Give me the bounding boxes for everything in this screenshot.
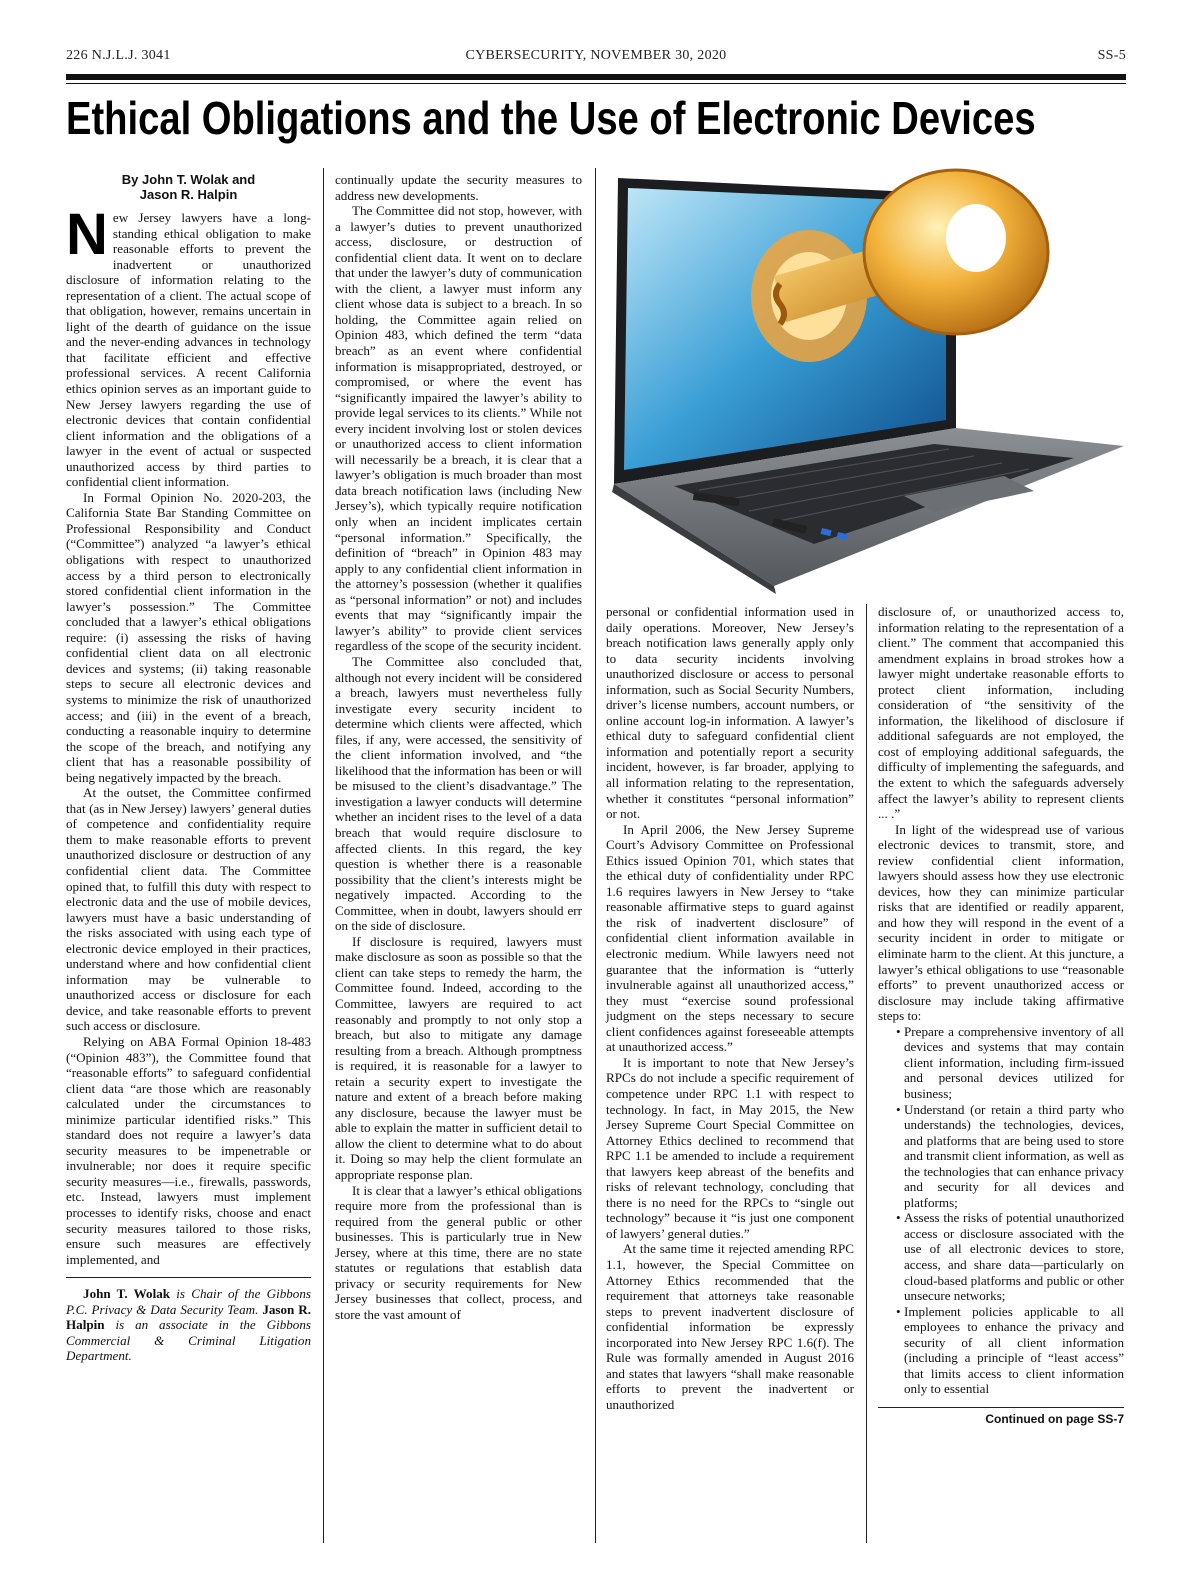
continued-link[interactable]: Continued on page SS-7 [985, 1411, 1124, 1426]
drop-cap: N [66, 202, 108, 267]
paragraph: In Formal Opinion No. 2020-203, the California State Bar Standing Committee on Professional Responsibility and Conduct (“Committee”) analyzed “a lawyer’s ethical obligations with respect to unauthorized access by a third person to electronically stored confidential client information in the lawyer’s possession.” The Committee concluded that a lawyer’s ethical obligations require: (i) assessing the risks of having confidential client data on all electronic devices and systems; (ii) taking reasonable steps to secure all electronic devices and systems to minimize the risk of unauthorized access; and (iii) in the event of a breach, conducting a reasonable inquiry to determine the scope of the breach, and notifying any client that has a reasonable possibility of being negatively impacted by the breach. [66, 489, 311, 785]
paragraph: At the outset, the Committee confirmed that (as in New Jersey) lawyers’ general duties of competence and confidentiality require them to make reasonable efforts to prevent unauthorized disclosure or destruction of any confidential client data. The Committee opined that, to fulfill this duty with respect to electronic data and the use of mobile devices, lawyers must have a basic understanding of the risks associated with using each type of electronic device employed in their practices, understand where and how confidential client information may be vulnerable to unauthorized access or disclosure for each device, and take reasonable efforts to prevent such access or disclosure. [66, 785, 311, 1034]
bio-divider [66, 1277, 311, 1278]
column-2 [335, 172, 582, 1322]
paragraph: It is important to note that New Jersey’s RPCs do not include a specific requirement of competence under RPC 1.1 with respect to technology. In fact, in May 2015, the New Jersey Supreme Court Special Committee on Attorney Ethics declined to recommend that RPC 1.1 be amended to include a requirement that lawyers keep abreast of the benefits and risks of relevant technology, concluding that there is no need for the RPCs to “single out technology” because it “is just one component of lawyers’ general duties.” [606, 1054, 854, 1241]
bio-text: is Chair of the Gibbons P.C. Privacy & Data Security Team. [66, 1286, 311, 1317]
paragraph: If disclosure is required, lawyers must make disclosure as soon as possible so that the client can take steps to remedy the harm, the Committee found. Indeed, according to the Committee, lawyers are required to act reasonably and promptly to not only stop a breach, but also to mitigate any damage resulting from a breach. Although promptness is required, it is reasonable for a lawyer to retain a security expert to investigate the nature and extent of a breach before making any disclosure, because the lawyer must be able to explain the matter in sufficient detail to allow the client to determine what to do about it. Doing so may help the client formulate an appropriate response plan. [335, 933, 582, 1182]
column-4 [878, 604, 1124, 1427]
header-rule-thick [66, 74, 1126, 80]
list-item: • Prepare a comprehensive inventory of all devices and systems that may contain client information, including firm-issued and personal devices utilized for business; [878, 1024, 1124, 1102]
laptop-key-illustration [604, 166, 1128, 596]
header-rule-thin [66, 83, 1126, 84]
paragraph-text: ew Jersey lawyers have a long-standing ethical obligation to make reasonable efforts to prevent the inadvertent or unauthorized disclosure of information relating to the representation of a client. The actual scope of that obligation, however, remains uncertain in light of the dearth of guidance on the issue and the never-ending advances in technology that facilitate efficient and effective professional services. A recent California ethics opinion serves as an important guide to New Jersey lawyers regarding the use of electronic devices that contain confidential client information and the obligations of a lawyer in the event of actual or suspected unauthorized access by third parties to confidential client information. [66, 210, 311, 490]
paragraph [66, 202, 311, 490]
column-divider [595, 168, 596, 1543]
paragraph: In light of the widespread use of various electronic devices to transmit, store, and review confidential client information, lawyers should assess how they use electronic devices, how they can minimize particular risks that are identified or readily apparent, and how they will respond in the event of a security incident in order to mitigate or eliminate harm to the client. At this juncture, a lawyer’s ethical obligations to use “reasonable efforts” to prevent unauthorized access or disclosure may include taking affirmative steps to: [878, 821, 1124, 1024]
paragraph: Relying on ABA Formal Opinion 18-483 (“Opinion 483”), the Committee found that “reasonable efforts” to safeguard confidential client data “are those which are reasonably calculated under the circumstances to minimize particular identified risks.” This standard does not require a lawyer’s data security measures to be impenetrable or invulnerable; nor does it require specific security measures—i.e., firewalls, passwords, etc. Instead, lawyers must implement processes to identify risks, choose and enact security measures tailored to those risks, ensure such measures are effectively implemented, and [66, 1033, 311, 1267]
bullet-list [878, 1024, 1124, 1397]
section-date: CYBERSECURITY, NOVEMBER 30, 2020 [465, 48, 727, 63]
author-name: John T. Wolak [83, 1286, 171, 1302]
column-divider [323, 168, 324, 1543]
paragraph: The Committee also concluded that, although not every incident will be considered a breach, lawyers must nevertheless fully investigate every security incident to determine which clients were affected, which files, if any, were accessed, the sensitivity of the client information involved, and “the likelihood that the information has been or will be misused to the client’s disadvantage.” The investigation a lawyer conducts will determine whether an incident rises to the level of a data breach that would require disclosure to affected clients. In this regard, the key question is whether there is a reasonable possibility that the client’s interests might be negatively impacted. According to the Committee, when in doubt, lawyers should err on the side of disclosure. [335, 653, 582, 934]
column-1 [66, 172, 311, 1364]
byline-line-1: By John T. Wolak and [121, 172, 256, 187]
list-item: • Assess the risks of potential unauthorized access or disclosure associated with the use of all electronic devices to store, access, and share data—particularly on cloud-based platforms and public or other unsecure networks; [878, 1210, 1124, 1303]
page-citation: 226 N.J.L.J. 3041 [66, 48, 171, 63]
paragraph: It is clear that a lawyer’s ethical obligations require more from the professional than is required from the general public or other businesses. This is particularly true in New Jersey, where at this time, there are no state statutes or regulations that establish data privacy or security requirements for New Jersey businesses that collect, process, and store the vast amount of [335, 1182, 582, 1322]
running-header [66, 48, 1126, 68]
paragraph: In April 2006, the New Jersey Supreme Court’s Advisory Committee on Professional Ethics issued Opinion 701, which states that the ethical duty of confidentiality under RPC 1.6 requires lawyers in New Jersey to “take reasonable affirmative steps to guard against the risk of inadvertent disclosure” of confidential client information available in electronic medium. While lawyers need not guarantee that the information is “utterly invulnerable against all unauthorized access,” they must “exercise sound professional judgment on the steps necessary to secure client confidences against foreseeable attempts at unauthorized access.” [606, 821, 854, 1055]
author-name: Jason R. Halpin [66, 1301, 311, 1333]
paragraph: continually update the security measures to address new developments. [335, 172, 582, 203]
page-number: SS-5 [1097, 48, 1126, 63]
paragraph: At the same time it rejected amending RPC 1.1, however, the Special Committee on Attorney Ethics recommended that the requirement that attorneys take reasonable steps to prevent inadvertent disclosure of confidential information be expressly incorporated into New Jersey RPC 1.6(f). The Rule was formally amended in August 2016 and states that lawyers “shall make reasonable efforts to prevent the inadvertent or unauthorized [606, 1241, 854, 1412]
paragraph: personal or confidential information used in daily operations. Moreover, New Jersey’s breach notification laws generally apply only to data security incidents involving unauthorized disclosure or access to personal information, such as Social Security Numbers, driver’s license numbers, account numbers, or online account log-in information. A lawyer’s ethical duty to safeguard confidential client information and potentially report a security incident, however, is far broader, applying to all information relating to the representation, whether it constitutes “personal information” or not. [606, 604, 854, 822]
author-bio [66, 1286, 311, 1364]
column-3 [606, 604, 854, 1412]
byline-line-2: Jason R. Halpin [139, 187, 238, 202]
article-headline: Ethical Obligations and the Use of Electronic Devices [66, 92, 1036, 144]
paragraph: The Committee did not stop, however, with a lawyer’s duties to prevent unauthorized access, disclosure, or destruction of confidential client data. It went on to declare that under the lawyer’s duty of communication with the client, a lawyer must inform any client whose data is subject to a breach. In so holding, the Committee again relied on Opinion 483, which defined the term “data breach” as an event where confidential information is misappropriated, destroyed, or compromised, or where the event has “significantly impaired the lawyer’s ability to provide legal services to its clients.” While not every incident involving lost or stolen devices or unauthorized access to client information will necessarily be a breach, it is clear that a lawyer’s obligation is much broader than most data breach notification laws (including New Jersey’s), which typically require notification only when an incident implicates certain “personal information.” Specifically, the definition of “breach” in Opinion 483 may apply to any confidential client information in the attorney’s possession (whether it qualifies as “personal information” or not) and includes events that may “significantly impair the lawyer’s ability” to provide client services regardless of the scope of the security incident. [335, 203, 582, 654]
column-divider [866, 604, 867, 1543]
continued-divider [878, 1407, 1124, 1408]
list-item: • Understand (or retain a third party who understands) the technologies, devices, and platforms that are being used to store and transmit client information, as well as the technologies that can enhance privacy and security for all devices and platforms; [878, 1102, 1124, 1211]
byline [66, 172, 311, 202]
list-item: • Implement policies applicable to all employees to enhance the privacy and security of all client information (including a principle of “least access” that limits access to client information only to essential [878, 1304, 1124, 1397]
paragraph: disclosure of, or unauthorized access to, information relating to the representation of a client.” The comment that accompanied this amendment explains in broad strokes how a lawyer might undertake reasonable efforts to protect client information, including consideration of “the sensitivity of the information, the likelihood of disclosure if additional safeguards are not employed, the cost of employing additional safeguards, the difficulty of implementing the safeguards, and the extent to which the safeguards adversely affect the lawyer’s ability to represent clients ... .” [878, 604, 1124, 822]
bio-text: is an associate in the Gibbons Commercial & Criminal Litigation Department. [66, 1317, 311, 1364]
